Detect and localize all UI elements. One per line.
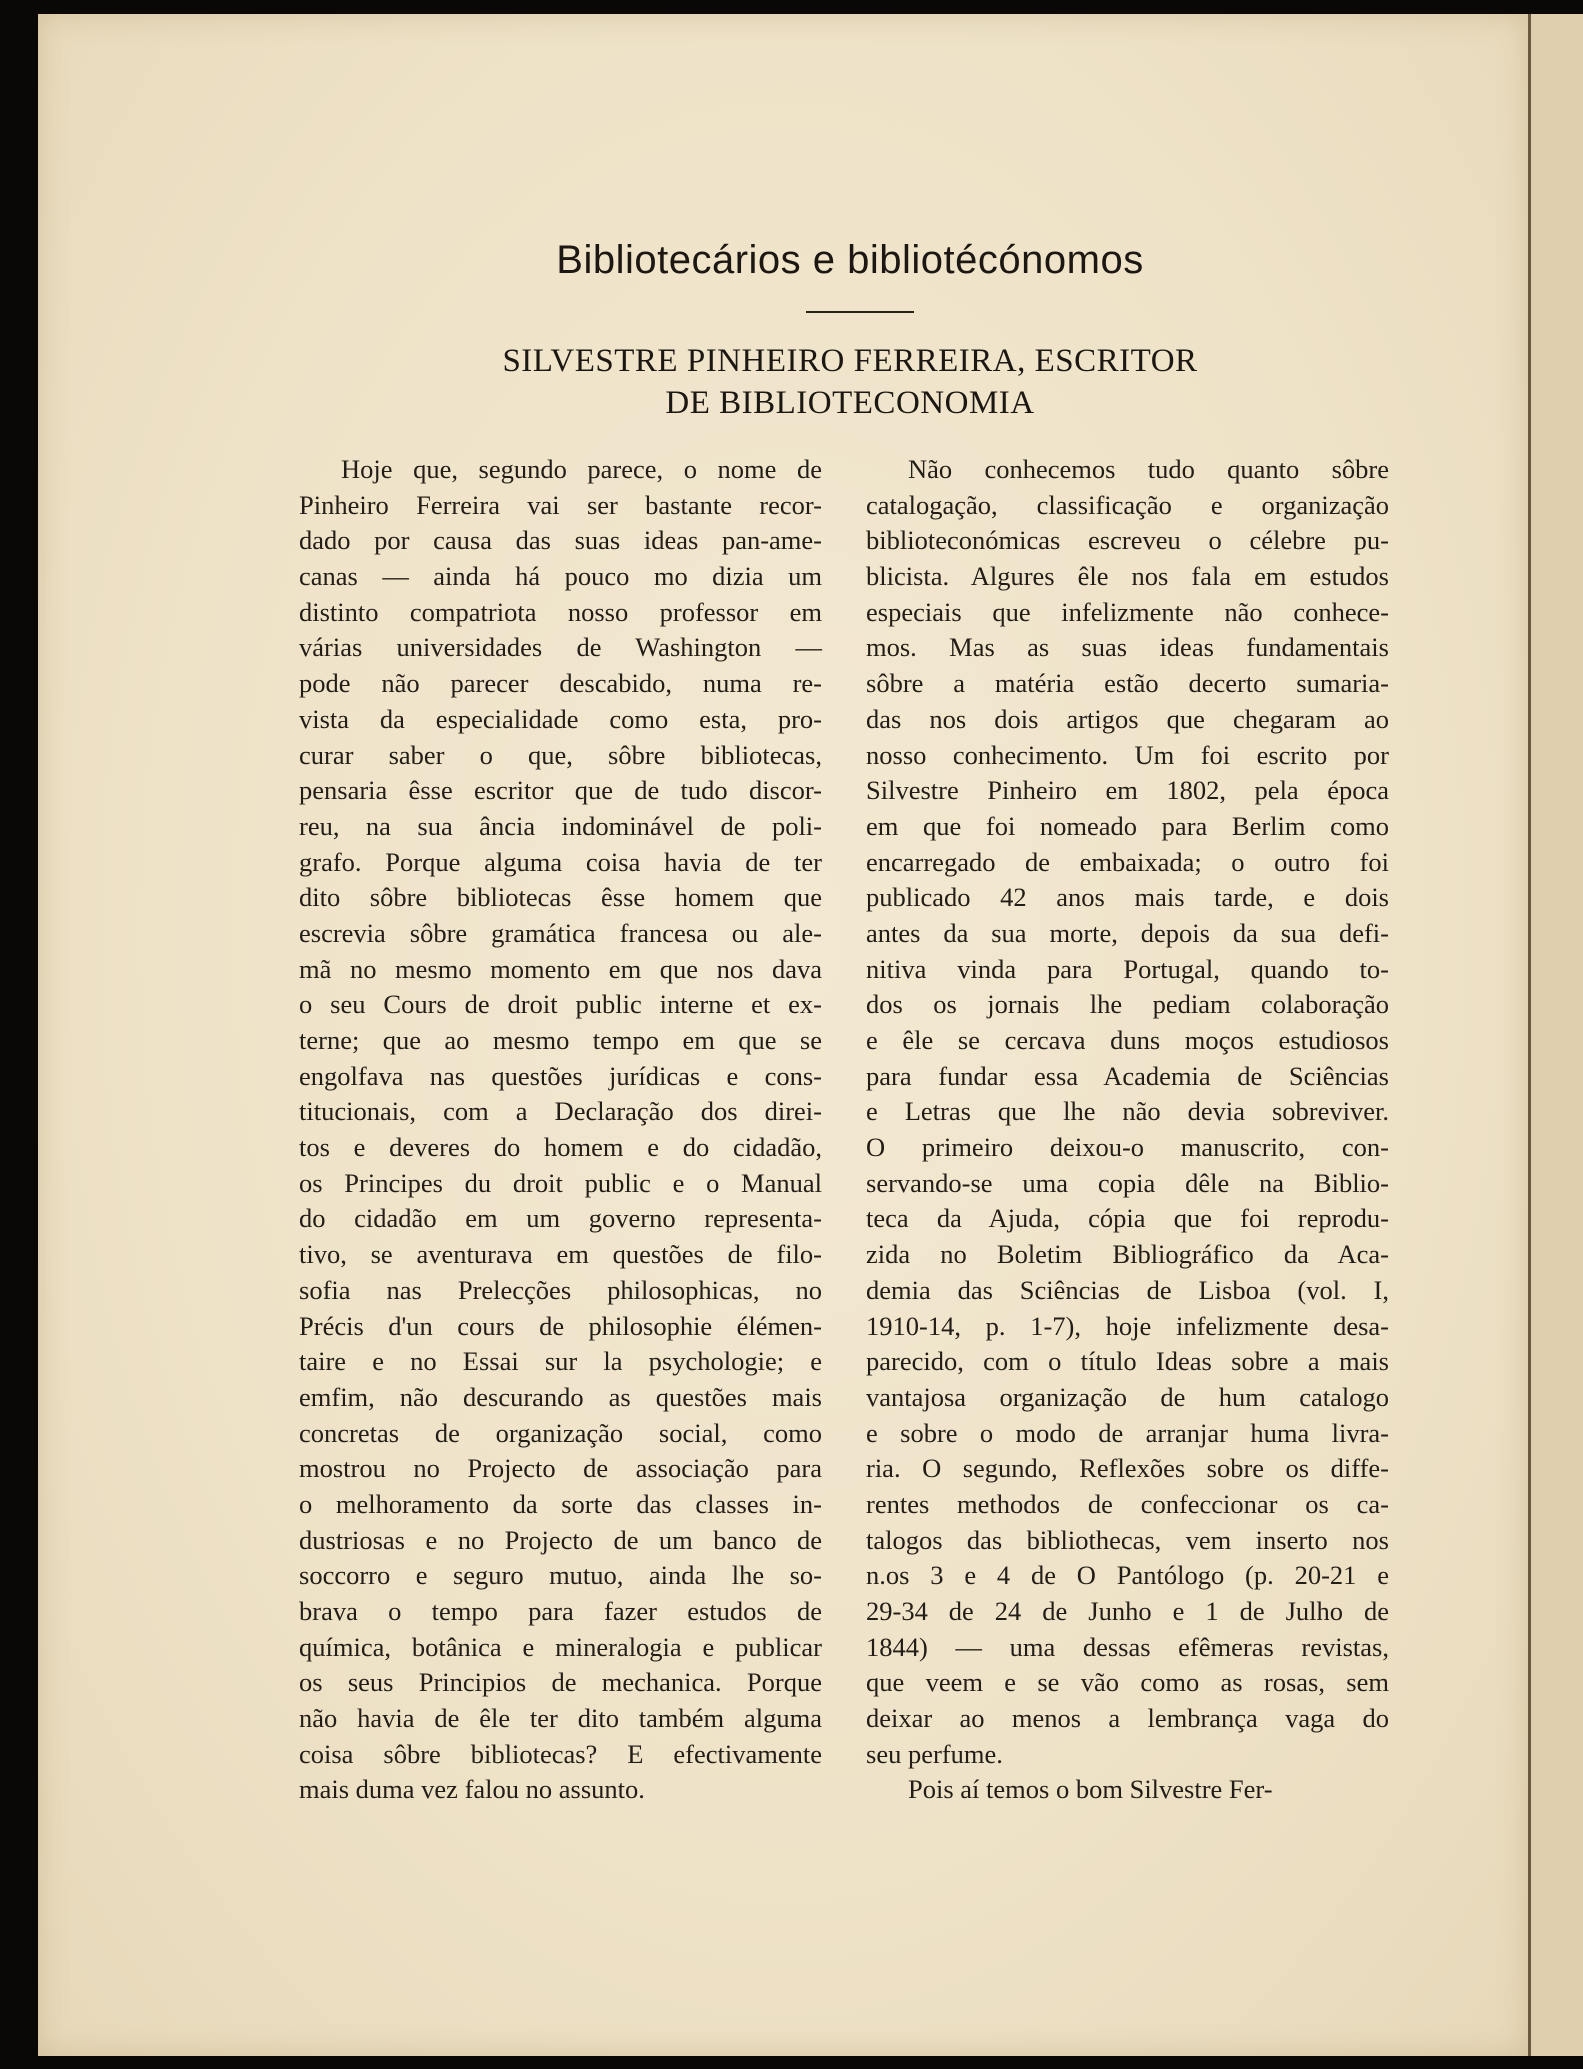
text-line: dos os jornais lhe pediam colaboração: [866, 989, 1389, 1020]
text-line: O primeiro deixou-o manuscrito, con-: [866, 1132, 1389, 1163]
text-line: brava o tempo para fazer estudos de: [299, 1596, 822, 1626]
text-line: soccorro e seguro mutuo, ainda lhe so-: [299, 1560, 822, 1591]
text-line: parecido, com o título Ideas sobre a mais: [866, 1346, 1389, 1377]
text-line: canas — ainda há pouco mo dizia um: [299, 561, 822, 592]
text-line: publicado 42 anos mais tarde, e dois: [866, 882, 1389, 913]
text-line: mais duma vez falou no assunto.: [299, 1774, 645, 1805]
text-line: dado por causa das suas ideas pan-ame-: [299, 525, 822, 556]
text-line: sôbre a matéria estão decerto sumaria-: [866, 668, 1389, 699]
text-line: e Letras que lhe não devia sobreviver.: [866, 1096, 1389, 1127]
text-line: coisa sôbre bibliotecas? E efectivamente: [299, 1738, 822, 1769]
text-line: emfim, não descurando as questões mais: [299, 1381, 822, 1412]
text-line: teca da Ajuda, cópia que foi reprodu-: [866, 1203, 1389, 1234]
left-text-column: [299, 452, 822, 1808]
text-line: taire e no Essai sur la psychologie; e: [299, 1346, 822, 1377]
text-line: especiais que infelizmente não conhece-: [866, 596, 1389, 627]
text-line: engolfava nas questões jurídicas e cons-: [299, 1060, 822, 1091]
text-line: servando-se uma copia dêle na Biblio-: [866, 1167, 1389, 1198]
text-line: o seu Cours de droit public interne et ex-: [299, 989, 822, 1020]
text-line: dustriosas e no Projecto de um banco de: [299, 1524, 822, 1555]
text-line: e sobre o modo de arranjar huma livra-: [866, 1417, 1389, 1448]
text-line: química, botânica e mineralogia e publicar: [299, 1631, 822, 1662]
text-line: Silvestre Pinheiro em 1802, pela época: [866, 775, 1389, 806]
article-title-line-2: DE BIBLIOTECONOMIA: [665, 385, 1035, 421]
text-line: n.os 3 e 4 de O Pantólogo (p. 20-21 e: [866, 1560, 1389, 1591]
text-line: não havia de êle ter dito também alguma: [299, 1703, 822, 1734]
text-line: titucionais, com a Declaração dos direi-: [299, 1096, 822, 1127]
text-line: encarregado de embaixada; o outro foi: [866, 846, 1389, 877]
facing-page-edge: [1528, 14, 1583, 2056]
text-line: em que foi nomeado para Berlim como: [866, 810, 1389, 841]
text-line: biblioteconómicas escreveu o célebre pu-: [866, 525, 1389, 556]
text-line: 1910-14, p. 1-7), hoje infelizmente desa-: [866, 1310, 1389, 1341]
text-line: ria. O segundo, Reflexões sobre os diffe-: [866, 1453, 1389, 1484]
text-line: reu, na sua ância indominável de poli-: [299, 810, 822, 841]
section-title: Bibliotecários e bibliotécónomos: [556, 238, 1144, 282]
text-line: tivo, se aventurava em questões de filo-: [299, 1239, 822, 1270]
text-line: 1844) — uma dessas efêmeras revistas,: [866, 1631, 1389, 1662]
text-line: Précis d'un cours de philosophie élémen-: [299, 1310, 822, 1341]
text-line: Pinheiro Ferreira vai ser bastante recor-: [299, 489, 822, 520]
right-text-column: [866, 452, 1389, 1808]
text-line: concretas de organização social, como: [299, 1417, 822, 1448]
text-line: vantajosa organização de hum catalogo: [866, 1381, 1389, 1412]
text-line: das nos dois artigos que chegaram ao: [866, 703, 1389, 734]
text-line: mos. Mas as suas ideas fundamentais: [866, 632, 1389, 663]
text-line: pode não parecer descabido, numa re-: [299, 668, 822, 699]
text-line: distinto compatriota nosso professor em: [299, 596, 822, 627]
text-line: Hoje que, segundo parece, o nome de: [341, 454, 822, 484]
text-line: seu perfume.: [866, 1738, 1003, 1769]
text-line: demia das Sciências de Lisboa (vol. I,: [866, 1274, 1389, 1305]
text-line: o melhoramento da sorte das classes in-: [299, 1488, 822, 1519]
text-line: nitiva vinda para Portugal, quando to-: [866, 953, 1389, 984]
text-line: para fundar essa Academia de Sciências: [866, 1060, 1389, 1091]
text-line: zida no Boletim Bibliográfico da Aca-: [866, 1239, 1389, 1270]
text-line: os seus Principios de mechanica. Porque: [299, 1667, 822, 1698]
text-line: catalogação, classificação e organização: [866, 489, 1389, 520]
text-line: nosso conhecimento. Um foi escrito por: [866, 739, 1389, 770]
text-line: terne; que ao mesmo tempo em que se: [299, 1025, 822, 1055]
text-line: deixar ao menos a lembrança vaga do: [866, 1703, 1389, 1734]
text-line: antes da sua morte, depois da sua defi-: [866, 917, 1389, 948]
text-line: escrevia sôbre gramática francesa ou ale-: [299, 917, 822, 948]
text-line: Não conhecemos tudo quanto sôbre: [908, 454, 1389, 484]
text-line: pensaria êsse escritor que de tudo discor-: [299, 775, 822, 806]
article-title: [380, 340, 1320, 424]
text-line: vista da especialidade como esta, pro-: [299, 703, 822, 734]
text-line: blicista. Algures êle nos fala em estudos: [866, 561, 1389, 592]
text-line: sofia nas Prelecções philosophicas, no: [299, 1274, 822, 1305]
text-line: os Principes du droit public e o Manual: [299, 1167, 822, 1198]
text-line: Pois aí temos o bom Silvestre Fer-: [908, 1774, 1273, 1805]
article-title-line-1: SILVESTRE PINHEIRO FERREIRA, ESCRITOR: [502, 343, 1198, 379]
text-line: do cidadão em um governo representa-: [299, 1203, 822, 1234]
text-line: mostrou no Projecto de associação para: [299, 1453, 822, 1484]
text-line: 29-34 de 24 de Junho e 1 de Julho de: [866, 1596, 1389, 1626]
text-line: grafo. Porque alguma coisa havia de ter: [299, 846, 822, 877]
text-line: tos e deveres do homem e do cidadão,: [299, 1132, 822, 1163]
text-line: rentes methodos de confeccionar os ca-: [866, 1488, 1389, 1519]
title-divider: [806, 311, 914, 313]
text-line: várias universidades de Washington —: [299, 632, 822, 663]
text-line: curar saber o que, sôbre bibliotecas,: [299, 739, 822, 770]
text-line: dito sôbre bibliotecas êsse homem que: [299, 882, 822, 913]
text-line: que veem e se vão como as rosas, sem: [866, 1667, 1389, 1698]
text-line: talogos das bibliothecas, vem inserto nos: [866, 1524, 1389, 1555]
text-line: mã no mesmo momento em que nos dava: [299, 953, 822, 984]
text-line: e êle se cercava duns moços estudiosos: [866, 1025, 1389, 1055]
